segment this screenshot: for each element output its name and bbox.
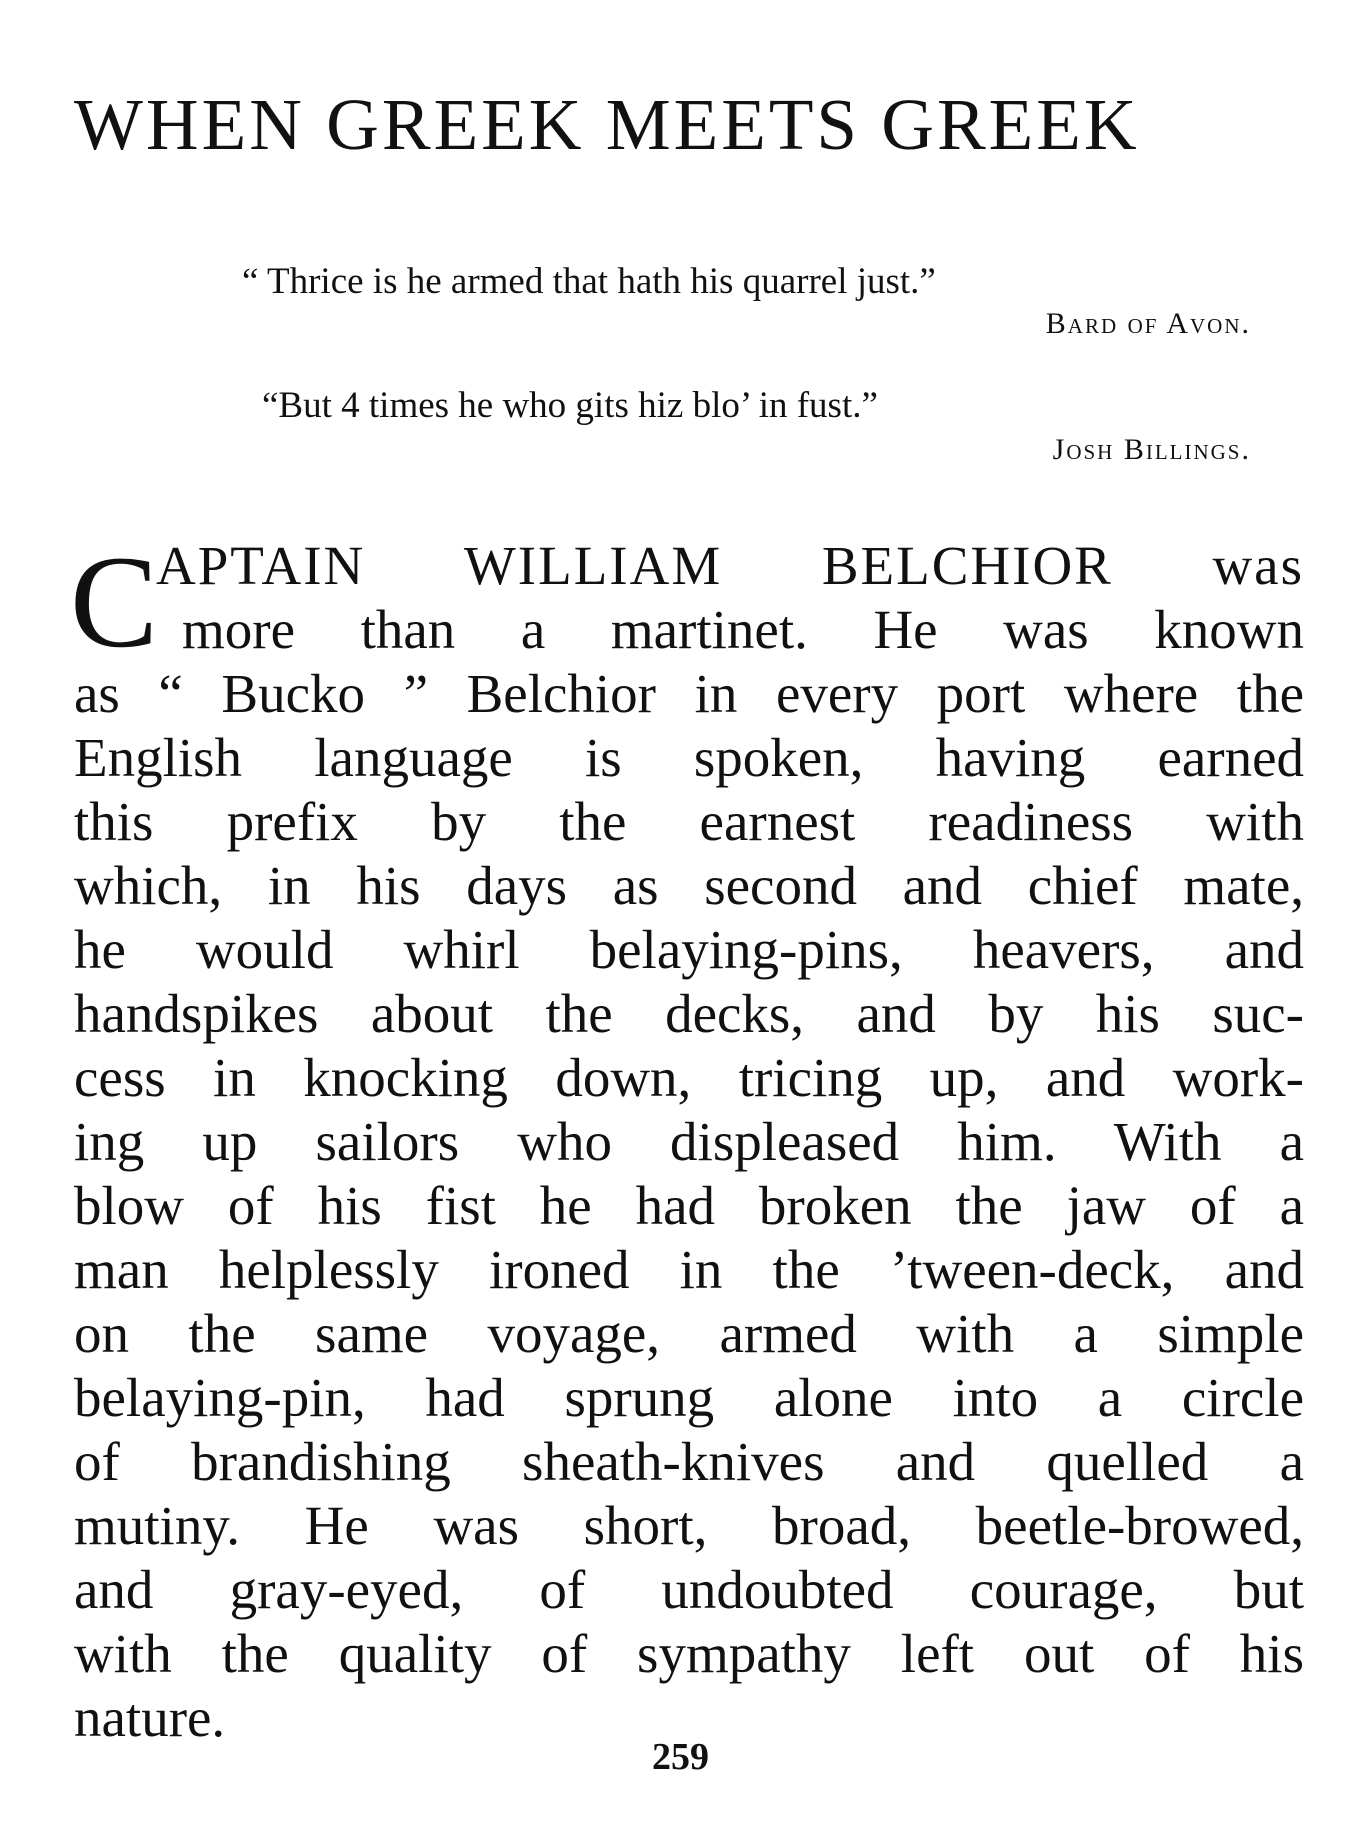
page-number: 259: [652, 1736, 709, 1778]
text-line: belaying-pin, had sprung alone into a circle: [74, 1367, 1304, 1428]
text-line: and gray-eyed, of undoubted courage, but: [74, 1559, 1304, 1620]
epigraph-quote: “ Thrice is he armed that hath his quarrel just.”: [242, 261, 936, 302]
text-line: handspikes about the decks, and by his suc-: [74, 983, 1304, 1044]
text-line: ing up sailors who displeased him. With a: [74, 1111, 1304, 1172]
text-line: on the same voyage, armed with a simple: [74, 1303, 1304, 1364]
text-line: APTAIN WILLIAM BELCHIOR was: [156, 535, 1304, 596]
body-paragraph: [70, 528, 1304, 1750]
chapter-title: WHEN GREEK MEETS GREEK: [74, 84, 1140, 165]
epigraph-attribution: Josh Billings.: [1052, 433, 1251, 466]
epigraph-attribution: Bard of Avon.: [1045, 307, 1251, 340]
text-line: more than a martinet. He was known: [182, 599, 1304, 660]
text-line: of brandishing sheath-knives and quelled a: [74, 1431, 1304, 1492]
text-line: as “ Bucko ” Belchior in every port where the: [74, 663, 1304, 724]
text-line: which, in his days as second and chief mate,: [74, 855, 1304, 916]
text-line: with the quality of sympathy left out of his: [74, 1623, 1304, 1684]
text-line: cess in knocking down, tricing up, and work-: [74, 1047, 1304, 1108]
epigraph-quote: “But 4 times he who gits hiz blo’ in fust.”: [262, 385, 878, 426]
text-line: nature.: [74, 1687, 226, 1748]
text-line: this prefix by the earnest readiness with: [74, 791, 1304, 852]
text-line: English language is spoken, having earned: [74, 727, 1304, 788]
text-line: man helplessly ironed in the ’tween-deck, and: [74, 1239, 1304, 1300]
text-line: he would whirl belaying-pins, heavers, and: [74, 919, 1304, 980]
text-line: blow of his fist he had broken the jaw of a: [74, 1175, 1304, 1236]
drop-cap: C: [70, 528, 159, 675]
text-line: mutiny. He was short, broad, beetle-browed,: [74, 1495, 1304, 1556]
